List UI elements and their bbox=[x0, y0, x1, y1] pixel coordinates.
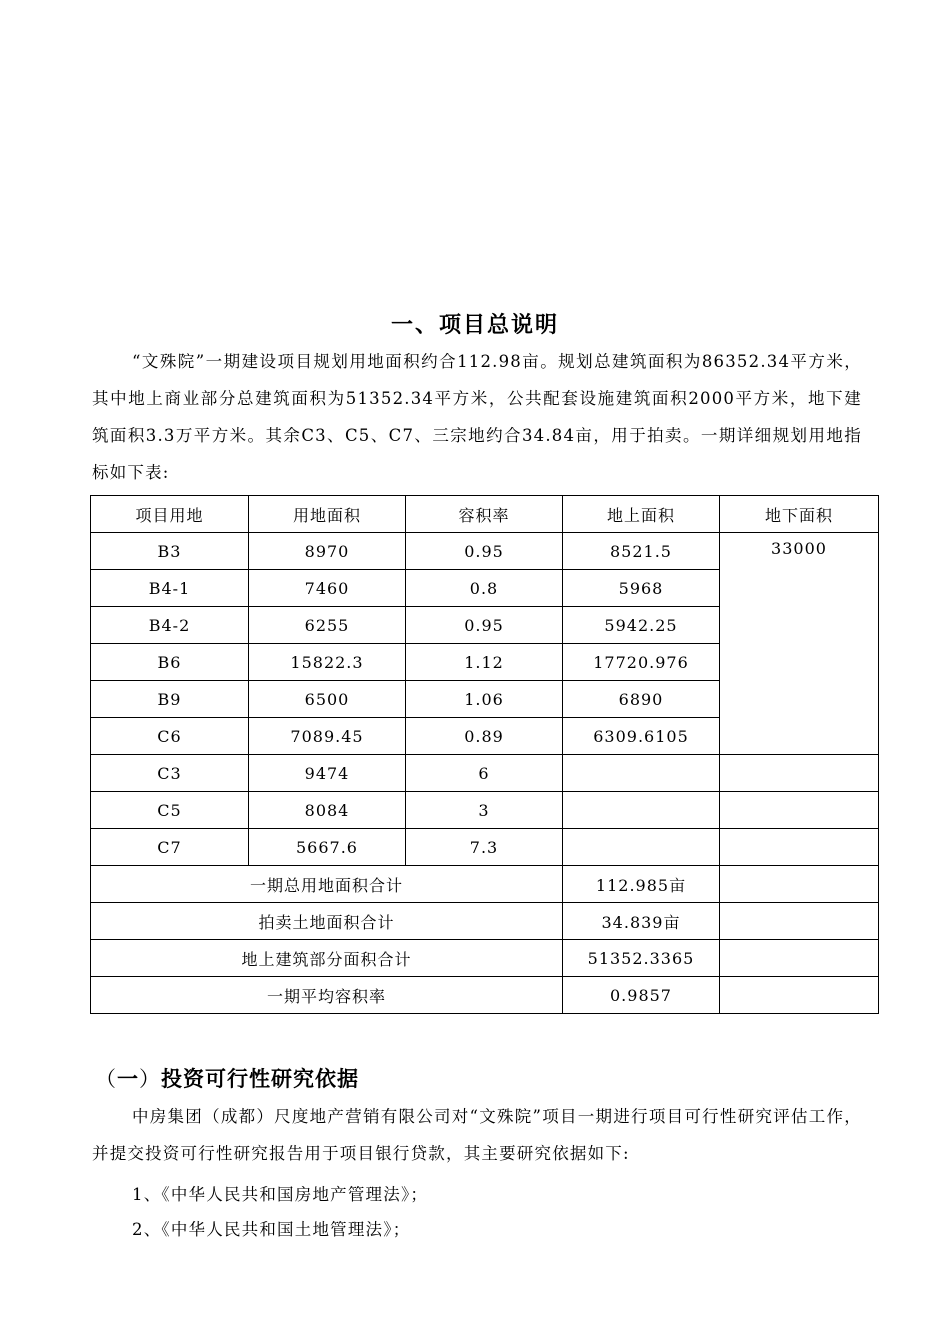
basis-list-item: 1、《中华人民共和国房地产管理法》； bbox=[132, 1185, 429, 1204]
above-ground-cell bbox=[563, 755, 720, 792]
area-cell: 7089.45 bbox=[249, 718, 406, 755]
summary-label: 地上建筑部分面积合计 bbox=[91, 940, 563, 977]
underground-total-cell: 33000 bbox=[720, 533, 879, 755]
summary-row bbox=[91, 866, 879, 903]
underground-cell bbox=[720, 829, 879, 866]
far-cell: 1.06 bbox=[406, 681, 563, 718]
summary-value: 51352.3365 bbox=[563, 940, 720, 977]
table-header-cell: 容积率 bbox=[406, 496, 563, 533]
above-ground-cell: 8521.5 bbox=[563, 533, 720, 570]
subsection-paren-open: （ bbox=[95, 1067, 117, 1091]
table-row bbox=[91, 755, 879, 792]
underground-cell bbox=[720, 792, 879, 829]
site-cell: C3 bbox=[91, 755, 249, 792]
area-cell: 8084 bbox=[249, 792, 406, 829]
above-ground-cell: 5942.25 bbox=[563, 607, 720, 644]
far-cell: 3 bbox=[406, 792, 563, 829]
table-row bbox=[91, 829, 879, 866]
summary-value: 0.9857 bbox=[563, 977, 720, 1014]
summary-empty-cell bbox=[720, 977, 879, 1014]
site-cell: B6 bbox=[91, 644, 249, 681]
table-header-row bbox=[91, 496, 879, 533]
area-cell: 6255 bbox=[249, 607, 406, 644]
site-cell: B4-2 bbox=[91, 607, 249, 644]
summary-row bbox=[91, 903, 879, 940]
above-ground-cell bbox=[563, 829, 720, 866]
area-cell: 6500 bbox=[249, 681, 406, 718]
site-cell: B9 bbox=[91, 681, 249, 718]
basis-list-item: 2、《中华人民共和国土地管理法》； bbox=[132, 1220, 411, 1239]
area-cell: 5667.6 bbox=[249, 829, 406, 866]
area-cell: 15822.3 bbox=[249, 644, 406, 681]
underground-cell bbox=[720, 755, 879, 792]
table-row bbox=[91, 792, 879, 829]
area-cell: 9474 bbox=[249, 755, 406, 792]
land-use-table bbox=[90, 495, 879, 1014]
table-row bbox=[91, 533, 879, 570]
summary-value: 112.985亩 bbox=[563, 866, 720, 903]
table-header-cell: 用地面积 bbox=[249, 496, 406, 533]
area-cell: 8970 bbox=[249, 533, 406, 570]
above-ground-cell: 17720.976 bbox=[563, 644, 720, 681]
summary-value: 34.839亩 bbox=[563, 903, 720, 940]
far-cell: 6 bbox=[406, 755, 563, 792]
above-ground-cell: 6890 bbox=[563, 681, 720, 718]
subsection-title: 投资可行性研究依据 bbox=[161, 1067, 359, 1091]
far-cell: 0.8 bbox=[406, 570, 563, 607]
far-cell: 0.95 bbox=[406, 533, 563, 570]
above-ground-cell: 6309.6105 bbox=[563, 718, 720, 755]
far-cell: 7.3 bbox=[406, 829, 563, 866]
table-header-cell: 地上面积 bbox=[563, 496, 720, 533]
site-cell: C6 bbox=[91, 718, 249, 755]
table-header-cell: 项目用地 bbox=[91, 496, 249, 533]
summary-label: 一期总用地面积合计 bbox=[91, 866, 563, 903]
summary-empty-cell bbox=[720, 903, 879, 940]
above-ground-cell bbox=[563, 792, 720, 829]
subsection-heading bbox=[95, 1063, 359, 1093]
site-cell: B4-1 bbox=[91, 570, 249, 607]
intro-paragraph: “文殊院”一期建设项目规划用地面积约合112.98亩。规划总建筑面积为86352.34平方米，其中地上商业部分总建筑面积为51352.34平方米，公共配套设施建筑面积2000平方米，地下建筑面积3.3万平方米。其余C3、C5、C7、三宗地约合34.84亩，用于拍卖。一期详细规划用地指标如下表: bbox=[92, 352, 862, 482]
basis-paragraph: 中房集团（成都）尺度地产营销有限公司对“文殊院”项目一期进行项目可行性研究评估工作，并提交投资可行性研究报告用于项目银行贷款，其主要研究依据如下: bbox=[92, 1107, 862, 1163]
site-cell: B3 bbox=[91, 533, 249, 570]
far-cell: 1.12 bbox=[406, 644, 563, 681]
area-cell: 7460 bbox=[249, 570, 406, 607]
summary-row bbox=[91, 940, 879, 977]
site-cell: C5 bbox=[91, 792, 249, 829]
site-cell: C7 bbox=[91, 829, 249, 866]
summary-empty-cell bbox=[720, 866, 879, 903]
above-ground-cell: 5968 bbox=[563, 570, 720, 607]
summary-empty-cell bbox=[720, 940, 879, 977]
subsection-paren-close: ） bbox=[139, 1067, 161, 1091]
section-title: 一、项目总说明 bbox=[390, 313, 559, 338]
table-header-cell: 地下面积 bbox=[720, 496, 879, 533]
summary-label: 一期平均容积率 bbox=[91, 977, 563, 1014]
far-cell: 0.95 bbox=[406, 607, 563, 644]
far-cell: 0.89 bbox=[406, 718, 563, 755]
summary-row bbox=[91, 977, 879, 1014]
subsection-number: 一 bbox=[117, 1067, 139, 1091]
summary-label: 拍卖土地面积合计 bbox=[91, 903, 563, 940]
